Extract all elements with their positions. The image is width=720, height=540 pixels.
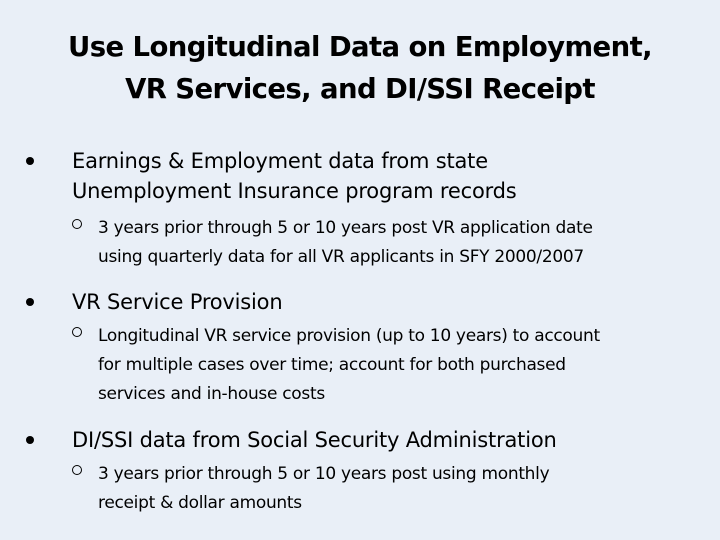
bullet-text-line: VR Service Provision <box>72 290 283 314</box>
sub-bullet-text-line: for multiple cases over time; account for both purchased <box>98 355 566 375</box>
hollow-circle-icon <box>72 327 82 337</box>
sub-bullet-text <box>98 214 593 272</box>
bullet-dot-icon <box>26 298 34 306</box>
bullet-dot-icon <box>26 436 34 444</box>
bullet-text-line: DI/SSI data from Social Security Administration <box>72 428 557 452</box>
title-line: Use Longitudinal Data on Employment, <box>68 31 652 63</box>
sub-bullet-text-line: Longitudinal VR service provision (up to 10 years) to account <box>98 326 600 346</box>
slide-title <box>30 26 690 110</box>
hollow-circle-icon <box>72 465 82 475</box>
bullet-text <box>72 287 282 317</box>
hollow-circle-icon <box>72 219 82 229</box>
bullet-text <box>72 146 517 206</box>
title-line: VR Services, and DI/SSI Receipt <box>125 73 595 105</box>
sub-bullet-text-line: receipt & dollar amounts <box>98 493 302 513</box>
sub-bullet-text-line: services and in-house costs <box>98 384 325 404</box>
bullet-dot-icon <box>26 157 34 165</box>
sub-bullet-text-line: using quarterly data for all VR applicants in SFY 2000/2007 <box>98 247 584 267</box>
sub-bullet-text-line: 3 years prior through 5 or 10 years post using monthly <box>98 464 550 484</box>
sub-bullet-text <box>98 322 600 409</box>
bullet-text-line: Earnings & Employment data from state <box>72 149 488 173</box>
bullet-text <box>72 425 557 455</box>
bullet-text-line: Unemployment Insurance program records <box>72 179 517 203</box>
sub-bullet-text <box>98 460 549 518</box>
sub-bullet-text-line: 3 years prior through 5 or 10 years post VR application date <box>98 218 593 238</box>
